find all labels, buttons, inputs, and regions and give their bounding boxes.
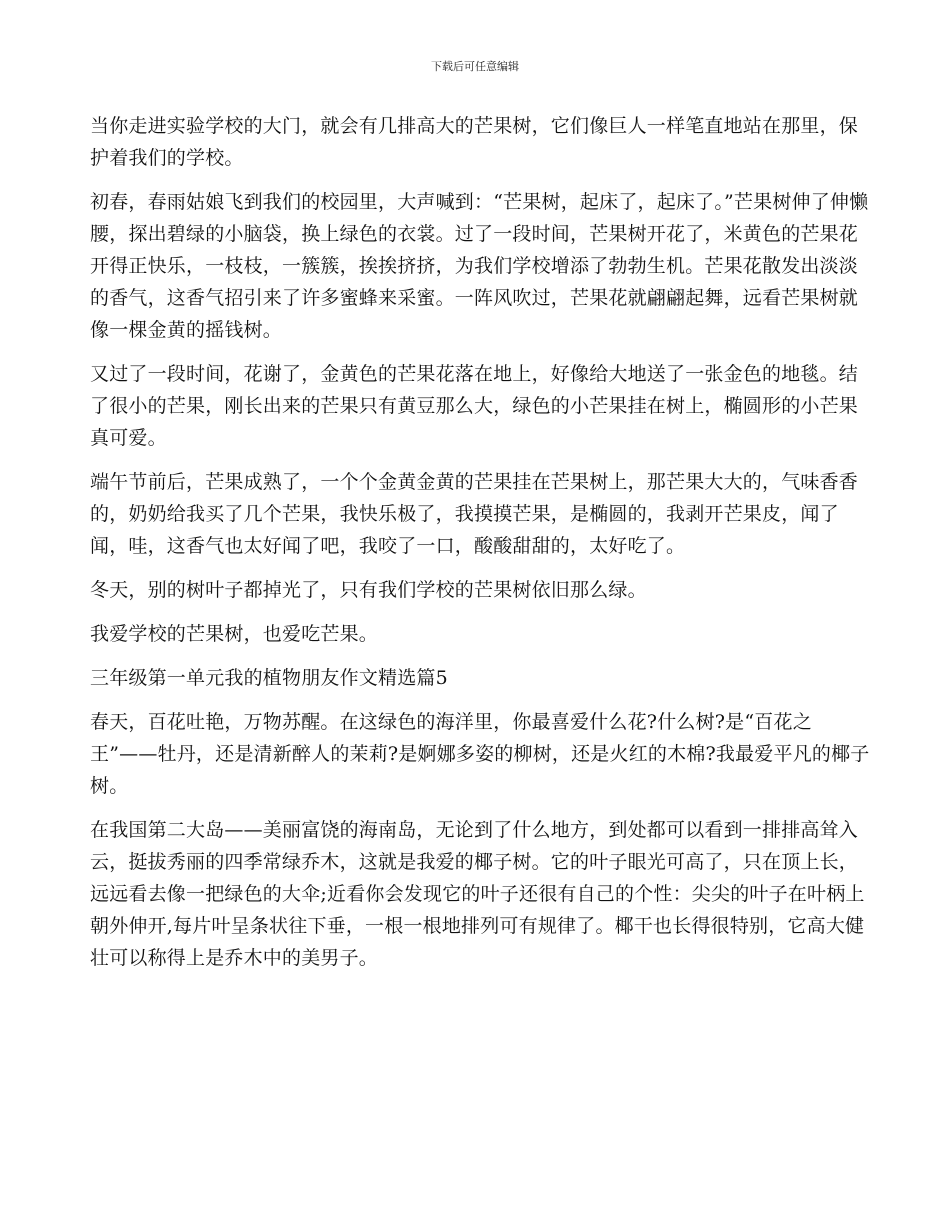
paragraph-spring-flowers: 春天，百花吐艳，万物苏醒。在这绿色的海洋里，你最喜爱什么花?什么树?是“百花之王”——牡丹，还是清新醉人的茉莉?是婀娜多姿的柳树，还是火红的木棉?我最爱平凡的椰子树。	[90, 711, 870, 797]
page-header: 下载后可任意编辑	[431, 60, 519, 73]
document-body	[90, 110, 870, 986]
paragraph-love-mango: 我爱学校的芒果树，也爱吃芒果。	[90, 623, 379, 645]
section-title: 三年级第一单元我的植物朋友作文精选篇5	[90, 667, 448, 689]
paragraph-winter: 冬天，别的树叶子都掉光了，只有我们学校的芒果树依旧那么绿。	[90, 579, 647, 601]
paragraph-school-entrance: 当你走进实验学校的大门，就会有几排高大的芒果树，它们像巨人一样笔直地站在那里，保护着我们的学校。	[90, 115, 859, 169]
paragraph-flowers-fall: 又过了一段时间，花谢了，金黄色的芒果花落在地上，好像给大地送了一张金色的地毯。结了很小的芒果，刚长出来的芒果只有黄豆那么大，绿色的小芒果挂在树上，椭圆形的小芒果真可爱。	[90, 363, 859, 449]
paragraph-early-spring: 初春，春雨姑娘飞到我们的校园里，大声喊到：“芒果树，起床了，起床了。”芒果树伸了伸懒腰，探出碧绿的小脑袋，换上绿色的衣裳。过了一段时间，芒果树开花了，米黄色的芒果花开得正快乐，一枝枝，一簇簇，挨挨挤挤，为我们学校增添了勃勃生机。芒果花散发出淡淡的香气，这香气招引来了许多蜜蜂来采蜜。一阵风吹过，芒果花就翩翩起舞，远看芒果树就像一棵金黄的摇钱树。	[90, 191, 869, 341]
paragraph-dragon-boat: 端午节前后，芒果成熟了，一个个金黄金黄的芒果挂在芒果树上，那芒果大大的，气味香香的，奶奶给我买了几个芒果，我快乐极了，我摸摸芒果，是椭圆的，我剥开芒果皮，闻了闻，哇，这香气也太好闻了吧，我咬了一口，酸酸甜甜的，太好吃了。	[90, 471, 859, 557]
paragraph-hainan-coconut: 在我国第二大岛——美丽富饶的海南岛，无论到了什么地方，到处都可以看到一排排高耸入云，挺拔秀丽的四季常绿乔木，这就是我爱的椰子树。它的叶子眼光可高了，只在顶上长，远远看去像一把绿色的大伞;近看你会发现它的叶子还很有自己的个性：尖尖的叶子在叶柄上朝外伸开,每片叶呈条状往下垂，一根一根地排列可有规律了。椰干也长得很特别，它高大健壮可以称得上是乔木中的美男子。	[90, 819, 865, 969]
